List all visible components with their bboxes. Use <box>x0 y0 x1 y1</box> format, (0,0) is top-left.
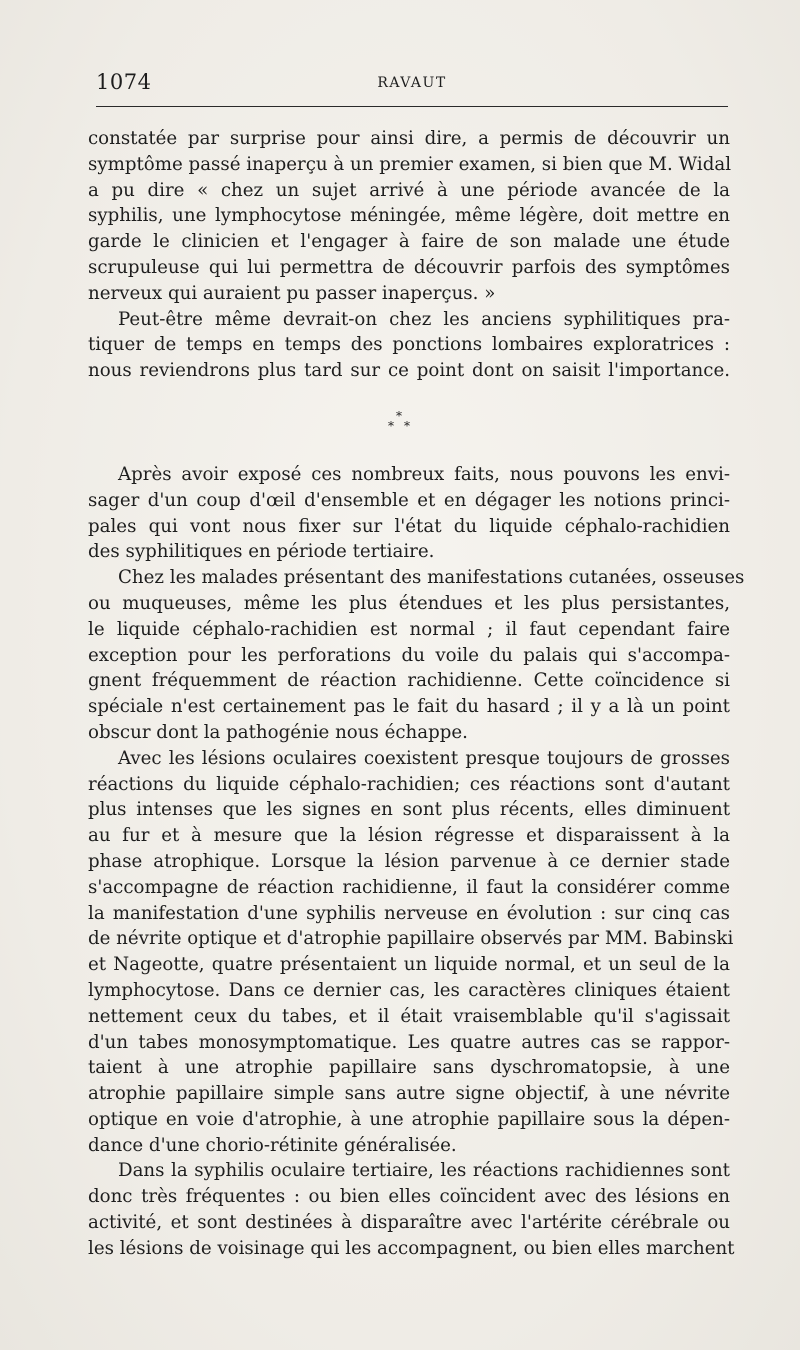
body-text <box>88 126 745 1262</box>
text-line: optique en voie d'atrophie, à une atrophie papillaire sous la dépen- <box>88 1108 730 1130</box>
text-line: le liquide céphalo-rachidien est normal ; il faut cependant faire <box>88 618 730 640</box>
text-line: syphilis, une lymphocytose méningée, même légère, doit mettre en <box>88 205 730 227</box>
text-line: nous reviendrons plus tard sur ce point dont on saisit l'importance. <box>88 360 730 382</box>
running-head: RAVAUT <box>377 75 447 91</box>
text-line: réactions du liquide céphalo-rachidien; ces réactions sont d'autant <box>88 773 730 795</box>
text-line: pales qui vont nous fixer sur l'état du liquide céphalo-rachidien <box>88 515 730 537</box>
text-line: activité, et sont destinées à disparaître avec l'artérite cérébrale ou <box>88 1212 730 1234</box>
paragraph <box>88 462 730 565</box>
paragraph <box>88 746 734 1159</box>
page-number: 1074 <box>96 70 152 94</box>
text-line: spéciale n'est certainement pas le fait du hasard ; il y a là un point <box>88 696 730 718</box>
header-rule <box>96 106 728 107</box>
paragraph <box>88 1158 735 1261</box>
paragraph <box>88 307 730 384</box>
text-line: gnent fréquemment de réaction rachidienne. Cette coïncidence si <box>88 670 730 692</box>
section-break-asterism <box>88 384 730 462</box>
text-line: Avec les lésions oculaires coexistent presque toujours de grosses <box>118 747 730 769</box>
text-line: et Nageotte, quatre présentaient un liquide normal, et un seul de la <box>88 954 730 976</box>
text-line: plus intenses que les signes en sont plus récents, elles diminuent <box>88 799 730 821</box>
text-line: s'accompagne de réaction rachidienne, il faut la considérer comme <box>88 876 730 898</box>
text-line: constatée par surprise pour ainsi dire, a permis de découvrir un <box>88 128 730 149</box>
text-line: au fur et à mesure que la lésion régresse et disparaissent à la <box>88 825 730 847</box>
text-line: nettement ceux du tabes, et il était vraisemblable qu'il s'agissait <box>88 1005 730 1027</box>
text-line: taient à une atrophie papillaire sans dyschromatopsie, à une <box>88 1057 730 1079</box>
text-line: donc très fréquentes : ou bien elles coïncident avec des lésions en <box>88 1186 730 1208</box>
text-line: atrophie papillaire simple sans autre signe objectif, à une névrite <box>88 1083 730 1105</box>
text-line: dance d'une chorio-rétinite généralisée. <box>88 1134 457 1156</box>
text-line: scrupuleuse qui lui permettra de découvrir parfois des symptômes <box>88 256 730 278</box>
text-line: symptôme passé inaperçu à un premier examen, si bien que M. Widal <box>88 153 732 175</box>
text-line: Dans la syphilis oculaire tertiaire, les réactions rachidiennes sont <box>118 1160 730 1182</box>
text-line: lymphocytose. Dans ce dernier cas, les caractères cliniques étaient <box>88 979 730 1001</box>
text-line: obscur dont la pathogénie nous échappe. <box>88 721 468 743</box>
text-line: tiquer de temps en temps des ponctions lombaires exploratrices : <box>88 334 730 356</box>
text-line: phase atrophique. Lorsque la lésion parvenue à ce dernier stade <box>88 850 730 872</box>
text-line: Peut-être même devrait-on chez les anciens syphilitiques pra- <box>118 308 730 330</box>
text-line: a pu dire « chez un sujet arrivé à une période avancée de la <box>88 179 730 201</box>
paragraph <box>88 565 745 746</box>
asterism-star: * <box>396 408 402 423</box>
asterism-star: * <box>388 418 394 433</box>
text-line: sager d'un coup d'œil d'ensemble et en dégager les notions princi- <box>88 489 730 511</box>
text-line: d'un tabes monosymptomatique. Les quatre autres cas se rappor- <box>88 1031 730 1053</box>
text-line: exception pour les perforations du voile du palais qui s'accompa- <box>88 644 730 666</box>
text-line: la manifestation d'une syphilis nerveuse en évolution : sur cinq cas <box>88 902 730 924</box>
text-line: les lésions de voisinage qui les accompagnent, ou bien elles marchent <box>88 1237 735 1259</box>
paragraph <box>88 126 730 307</box>
text-line: ou muqueuses, même les plus étendues et les plus persistantes, <box>88 592 730 614</box>
text-line: garde le clinicien et l'engager à faire de son malade une étude <box>88 231 730 253</box>
text-line: nerveux qui auraient pu passer inaperçus. » <box>88 282 496 304</box>
text-line: des syphilitiques en période tertiaire. <box>88 541 435 563</box>
text-line: de névrite optique et d'atrophie papillaire observés par MM. Babinski <box>88 928 734 950</box>
asterism-star: * <box>404 418 410 433</box>
text-line: Après avoir exposé ces nombreux faits, nous pouvons les envi- <box>118 463 730 485</box>
page-header <box>96 66 728 106</box>
text-line: Chez les malades présentant des manifestations cutanées, osseuses <box>118 567 745 589</box>
